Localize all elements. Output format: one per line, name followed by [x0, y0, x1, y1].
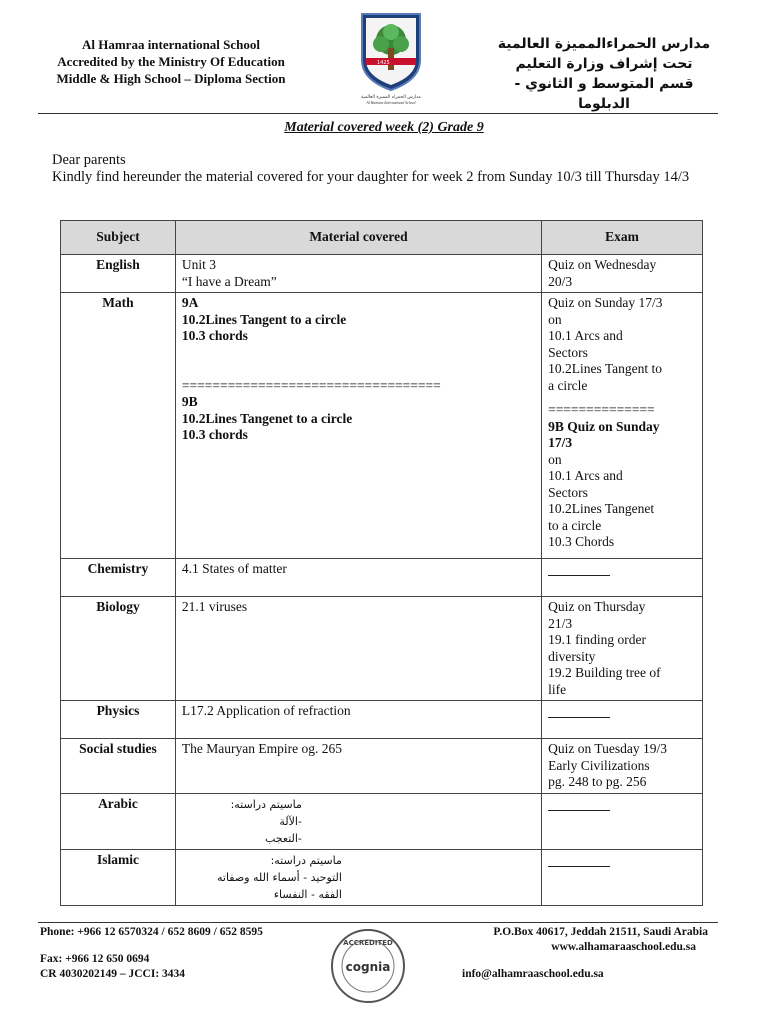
material-line: التوحيد - أسماء الله وصفاته — [217, 870, 342, 884]
arabic-material — [182, 796, 302, 847]
exam-line: Early Civilizations — [548, 757, 650, 773]
exam-cell — [542, 293, 703, 559]
footer-pobox: P.O.Box 40617, Jeddah 21511, Saudi Arabia — [493, 926, 708, 938]
exam-line: a circle — [548, 377, 588, 393]
exam-line: 21/3 — [548, 615, 573, 631]
material-line: Unit 3 — [181, 257, 217, 272]
material-line: ماسيتم دراسته: — [270, 853, 342, 867]
material-line: 9A — [181, 295, 199, 310]
exam-cell — [542, 849, 703, 905]
footer-fax: Fax: +966 12 650 0694 — [40, 953, 150, 965]
subject-english: English — [61, 255, 176, 293]
footer-website[interactable]: www.alhamaraaschool.edu.sa — [551, 941, 696, 953]
exam-cell — [542, 559, 703, 597]
cognia-accreditation-badge — [330, 928, 406, 1004]
column-header-material: Material covered — [175, 221, 541, 255]
document-title-text: Material covered week (2) Grade 9 — [284, 120, 484, 135]
badge-cognia-text: cognia — [345, 960, 391, 974]
material-cell — [175, 701, 541, 739]
exam-line: 10.1 Arcs and — [548, 468, 623, 483]
islamic-material — [182, 852, 342, 903]
material-line: “I have a Dream” — [181, 273, 277, 289]
exam-line: 10.2Lines Tangent to — [548, 361, 662, 376]
exam-line: 20/3 — [548, 273, 573, 289]
arabic-section-line: قسم المتوسط و الثانوي - الدبلوما — [514, 76, 694, 112]
column-header-subject: Subject — [61, 221, 176, 255]
logo-year: 1425 — [377, 60, 390, 66]
intro-paragraph — [52, 152, 722, 186]
table-row — [61, 255, 703, 293]
material-cell — [175, 597, 541, 701]
exam-line: 19.1 finding order — [548, 632, 646, 647]
arabic-school-line: مدارس الحمراءالمميزة العالمية — [497, 36, 711, 52]
material-cell — [175, 739, 541, 794]
spacer — [182, 345, 535, 378]
exam-line: 19.2 Building tree of — [548, 665, 661, 680]
material-line: 9B — [181, 394, 198, 409]
accreditation-line: Accredited by the Ministry Of Education — [57, 54, 285, 69]
material-line: -الآلة — [279, 814, 302, 828]
exam-line: Quiz on Sunday 17/3 — [548, 295, 663, 310]
exam-line: 10.3 Chords — [548, 534, 615, 549]
material-line: 21.1 viruses — [181, 599, 248, 614]
material-line: The Mauryan Empire og. 265 — [181, 741, 342, 756]
subject-biology: Biology — [61, 597, 176, 701]
footer-cr: CR 4030202149 – JCCI: 3434 — [40, 968, 186, 980]
exam-separator: ============== — [548, 402, 655, 417]
exam-line: 17/3 — [548, 435, 573, 450]
exam-line: Quiz on Thursday — [548, 599, 646, 614]
intro-text: Kindly find hereunder the material covered for your daughter for week 2 from Sunday 10/3 till Thursday 14/3 — [52, 169, 690, 185]
subject-arabic: Arabic — [61, 793, 176, 849]
header-divider — [38, 113, 718, 114]
school-name-arabic — [490, 34, 718, 114]
exam-line: on — [548, 451, 562, 467]
exam-line: 10.1 Arcs and — [548, 328, 623, 343]
material-line: 10.3 chords — [181, 427, 248, 442]
column-header-exam: Exam — [542, 221, 703, 255]
material-line: 10.3 chords — [181, 328, 248, 343]
exam-line: Quiz on Tuesday 19/3 — [548, 741, 667, 756]
footer-phone: Phone: +966 12 6570324 / 652 8609 / 652 8595 — [40, 926, 263, 938]
no-exam-dash — [548, 703, 610, 718]
footer-divider — [38, 922, 718, 923]
material-line: L17.2 Application of refraction — [181, 703, 351, 718]
school-name-english — [40, 36, 302, 87]
material-line: -التعجب — [264, 831, 302, 845]
material-cell — [175, 255, 541, 293]
exam-line: Sectors — [548, 484, 588, 500]
table-row — [61, 559, 703, 597]
exam-line: diversity — [548, 648, 596, 664]
material-cell — [175, 793, 541, 849]
letterhead — [0, 0, 768, 115]
school-logo — [348, 10, 434, 106]
table-row — [61, 849, 703, 905]
exam-cell — [542, 597, 703, 701]
document-title — [0, 120, 768, 136]
subject-islamic: Islamic — [61, 849, 176, 905]
table-row — [61, 701, 703, 739]
logo-caption-arabic: مدارس الحمراء المميزة العالمية — [361, 95, 421, 100]
material-line: 10.2Lines Tangent to a circle — [181, 311, 347, 327]
subject-math: Math — [61, 293, 176, 559]
subject-physics: Physics — [61, 701, 176, 739]
subject-social-studies: Social studies — [61, 739, 176, 794]
exam-cell — [542, 701, 703, 739]
subject-chemistry: Chemistry — [61, 559, 176, 597]
exam-line: 9B Quiz on Sunday — [548, 418, 660, 434]
table-row — [61, 793, 703, 849]
logo-caption-english: Al Hamraa International School — [366, 101, 416, 105]
material-cell — [175, 293, 541, 559]
section-line: Middle & High School – Diploma Section — [56, 71, 286, 86]
material-line: 4.1 States of matter — [181, 561, 287, 576]
spacer — [548, 394, 696, 402]
greeting: Dear parents — [52, 152, 126, 168]
exam-line: 10.2Lines Tangenet — [548, 501, 655, 516]
no-exam-dash — [548, 852, 610, 867]
table-row — [61, 293, 703, 559]
material-line: 10.2Lines Tangenet to a circle — [181, 410, 353, 426]
no-exam-dash — [548, 561, 610, 576]
footer-email[interactable]: info@alhamraaschool.edu.sa — [462, 968, 604, 980]
exam-line: life — [548, 681, 567, 697]
exam-line: Quiz on Wednesday — [548, 257, 657, 272]
material-table — [60, 220, 703, 906]
exam-line: on — [548, 311, 562, 327]
school-name-line: Al Hamraa international School — [81, 37, 261, 52]
exam-line: to a circle — [548, 517, 602, 533]
table-row — [61, 597, 703, 701]
material-cell — [175, 559, 541, 597]
badge-accredited-text: ACCREDITED — [343, 939, 393, 947]
exam-cell — [542, 739, 703, 794]
no-exam-dash — [548, 796, 610, 811]
exam-cell — [542, 793, 703, 849]
exam-cell — [542, 255, 703, 293]
arabic-ministry-line: تحت إشراف وزارة التعليم — [515, 56, 693, 72]
exam-line: Sectors — [548, 344, 588, 360]
material-separator: ================================== — [181, 377, 441, 393]
material-line: ماسيتم دراسته: — [230, 797, 302, 811]
table-row — [61, 739, 703, 794]
exam-line: pg. 248 to pg. 256 — [548, 774, 647, 789]
material-cell — [175, 849, 541, 905]
table-header-row — [61, 221, 703, 255]
material-line: الفقه - النفساء — [273, 887, 342, 901]
